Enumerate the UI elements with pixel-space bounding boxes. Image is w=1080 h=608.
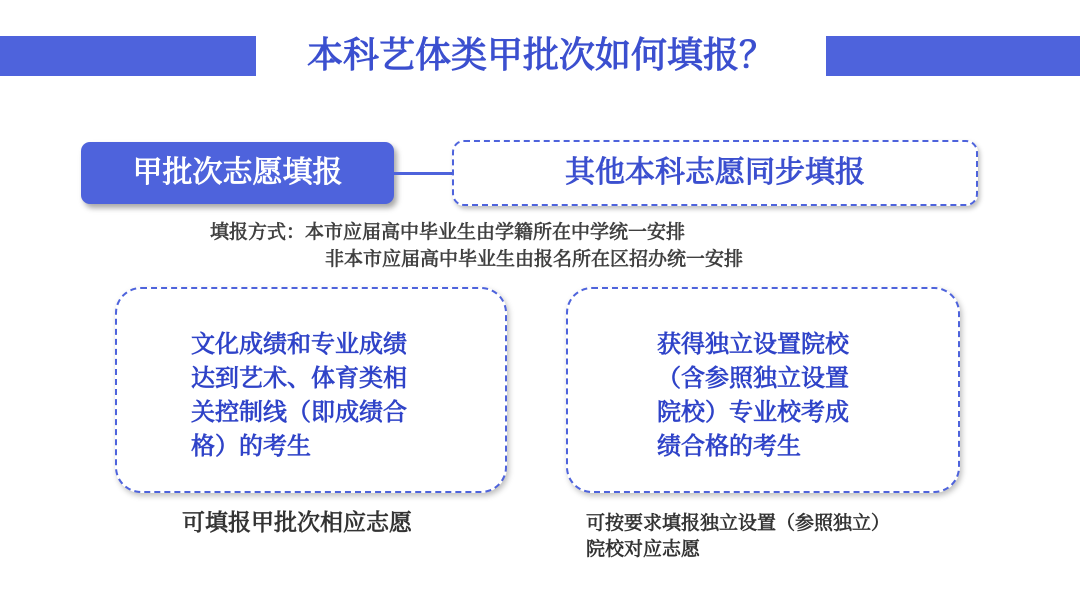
method-line-2: 非本市应届高中毕业生由报名所在区招办统一安排: [325, 248, 744, 270]
slide-title: 本科艺体类甲批次如何填报？: [306, 35, 775, 76]
card-right-text: 获得独立设置院校 （含参照独立设置 院校）专业校考成 绩合格的考生: [657, 330, 849, 460]
card-left-text: 文化成绩和专业成绩 达到艺术、体育类相 关控制线（即成绩合 格）的考生: [191, 330, 407, 460]
title-bar-right: [826, 36, 1080, 76]
connector-line: [394, 172, 452, 175]
card-independent-schools: [566, 287, 960, 493]
card-culture-scores: [115, 287, 507, 493]
other-batch-box: 其他本科志愿同步填报: [452, 140, 978, 206]
first-batch-box: 甲批次志愿填报: [81, 142, 394, 204]
title-bar-left: [0, 36, 256, 76]
footnote-right: 可按要求填报独立设置（参照独立） 院校对应志愿: [586, 512, 891, 560]
footnote-left: 可填报甲批次相应志愿: [182, 510, 412, 536]
method-line-1: 填报方式：本市应届高中毕业生由学籍所在中学统一安排: [210, 221, 686, 243]
